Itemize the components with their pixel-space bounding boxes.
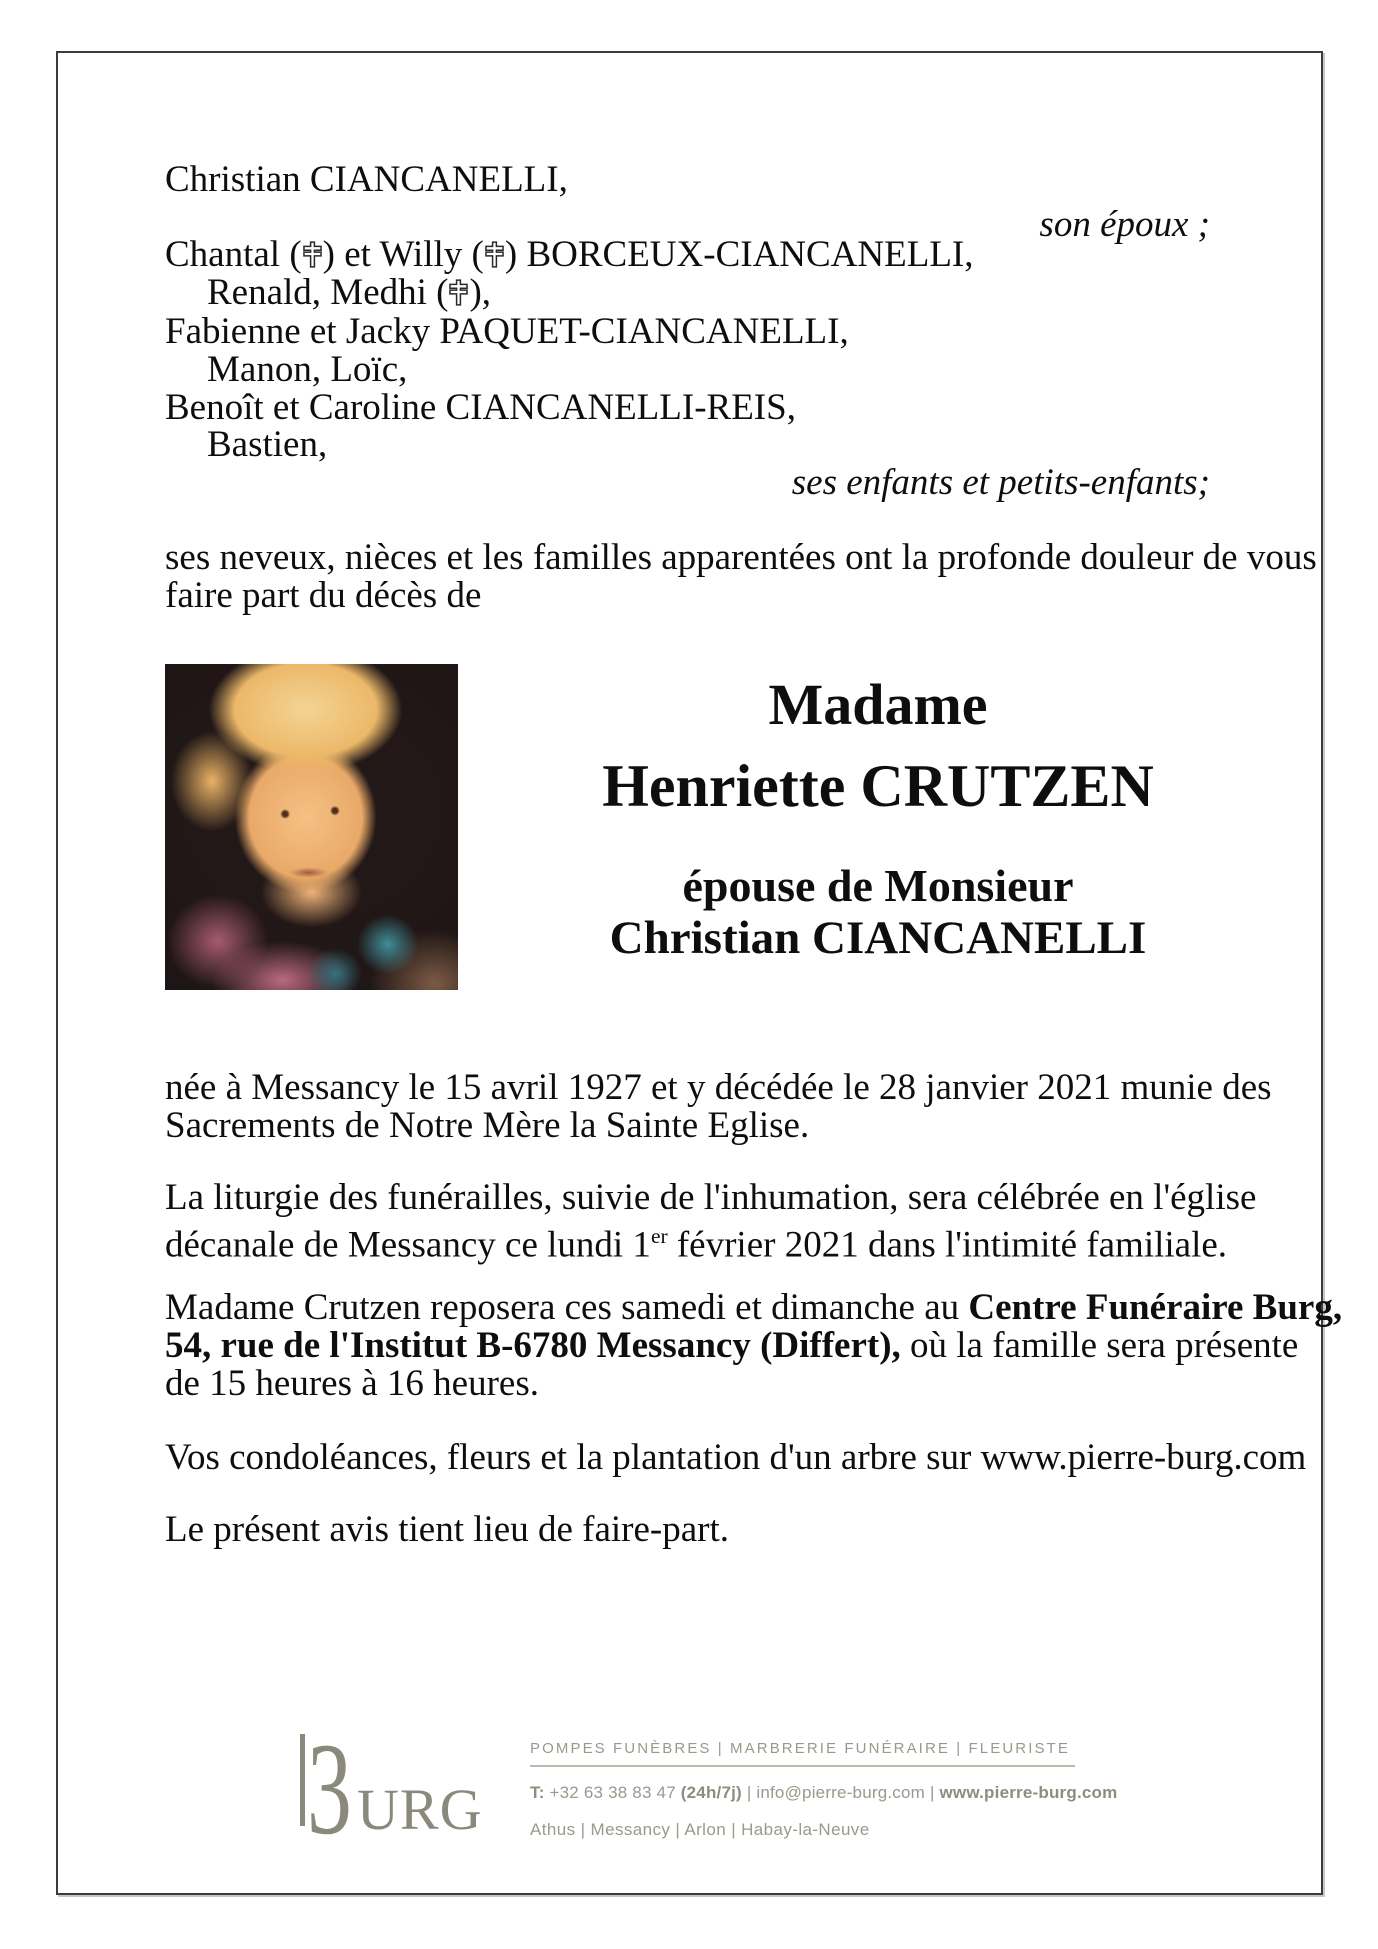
footer-divider — [530, 1765, 1075, 1767]
text-segment: Bastien, — [207, 424, 328, 465]
body-line — [165, 1287, 1343, 1328]
family-name-line — [165, 351, 1252, 389]
text-segment: Vos condoléances, fleurs et la plantation d'un arbre sur www.pierre-burg.com — [165, 1437, 1307, 1478]
body-line — [165, 1177, 1257, 1218]
deceased-title-block — [546, 664, 1210, 962]
family-name-line — [165, 313, 1210, 351]
birth-death-paragraph — [165, 1067, 1272, 1146]
text-segment: (24h/7j) — [680, 1783, 742, 1802]
intro-line — [165, 537, 1317, 578]
burg-logo-text: URG — [357, 1777, 483, 1842]
text-segment: ) et Willy ( — [322, 234, 484, 275]
footer-cities-line: Athus | Messancy | Arlon | Habay-la-Neuve — [530, 1820, 870, 1839]
family-name-line — [165, 426, 1252, 464]
intro-line — [165, 577, 1210, 615]
spouse-name: Christian CIANCANELLI — [609, 912, 1147, 964]
deceased-portrait-photo — [165, 664, 458, 990]
text-segment: +32 63 38 83 47 — [544, 1783, 681, 1802]
body-line — [165, 1325, 1299, 1366]
text-segment: Madame Crutzen reposera ces samedi et dimanche au — [165, 1287, 969, 1328]
text-segment: février 2021 dans l'intimité familiale. — [667, 1224, 1228, 1266]
intro-paragraph — [165, 537, 1317, 616]
text-segment: 54, rue de l'Institut B-6780 Messancy (Differt), — [165, 1325, 901, 1366]
burg-logo — [300, 1715, 490, 1862]
deceased-cross-icon — [449, 279, 468, 306]
text-segment: Manon, Loïc, — [207, 349, 408, 390]
deceased-cross-icon — [303, 241, 322, 268]
text-segment: décanale de Messancy ce lundi 1 — [165, 1224, 651, 1266]
text-segment: www.pierre-burg.com — [939, 1783, 1118, 1802]
family-name-line — [165, 161, 1210, 199]
spouse-prefix: épouse de Monsieur — [682, 860, 1074, 911]
text-segment: ses neveux, nièces et les familles apparentées ont la profonde douleur de vous — [165, 537, 1317, 578]
family-name-line — [165, 389, 1210, 427]
opening-family-names — [165, 161, 1210, 506]
burg-logo-stem — [300, 1734, 305, 1826]
text-segment: son époux ; — [1039, 204, 1210, 245]
text-segment: née à Messancy le 15 avril 1927 et y décédée le 28 janvier 2021 munie des — [165, 1067, 1272, 1108]
body-line — [165, 1107, 1225, 1145]
liturgy-paragraph — [165, 1177, 1257, 1266]
text-segment: Christian CIANCANELLI, — [165, 159, 568, 200]
text-segment: Fabienne et Jacky PAQUET-CIANCANELLI, — [165, 311, 849, 352]
text-segment: ses enfants et petits-enfants; — [791, 462, 1210, 503]
text-segment: T: — [530, 1783, 545, 1802]
footer-contact-line — [530, 1783, 1118, 1803]
body-line — [165, 1365, 1225, 1403]
body-line — [165, 1511, 1225, 1549]
text-segment: Sacrements de Notre Mère la Sainte Eglise. — [165, 1105, 810, 1146]
burg-logo-b-glyph: 3 — [307, 1715, 352, 1862]
condolences-paragraph — [165, 1437, 1307, 1478]
text-segment: | info@pierre-burg.com | — [741, 1783, 940, 1802]
body-line — [165, 1217, 1228, 1266]
family-name-line — [165, 274, 1252, 312]
text-segment: Le présent avis tient lieu de faire-part. — [165, 1509, 729, 1550]
text-segment: faire part du décès de — [165, 575, 482, 616]
text-segment: ) BORCEUX-CIANCANELLI, — [504, 234, 974, 275]
text-segment: de 15 heures à 16 heures. — [165, 1363, 539, 1404]
text-segment: La liturgie des funérailles, suivie de l'inhumation, sera célébrée en l'église — [165, 1177, 1257, 1218]
text-segment: Centre Funéraire Burg, — [968, 1287, 1343, 1328]
funeral-home-paragraph — [165, 1287, 1343, 1404]
deceased-cross-icon — [485, 241, 504, 268]
footer-services-line: POMPES FUNÈBRES | MARBRERIE FUNÉRAIRE | FLEURISTE — [530, 1740, 1070, 1757]
text-segment: où la famille sera présente — [900, 1325, 1299, 1366]
deceased-title: Madame — [768, 672, 988, 737]
notice-paragraph — [165, 1511, 1225, 1549]
text-segment: er — [650, 1224, 668, 1248]
deceased-name: Henriette CRUTZEN — [602, 753, 1154, 819]
relation-line — [165, 464, 1210, 502]
text-segment: Chantal ( — [165, 234, 302, 275]
body-line — [165, 1437, 1307, 1478]
text-segment: Renald, Medhi ( — [207, 272, 449, 313]
body-line — [165, 1067, 1272, 1108]
text-segment: Benoît et Caroline CIANCANELLI-REIS, — [165, 387, 796, 428]
family-name-line — [165, 236, 1210, 274]
text-segment: ), — [469, 272, 492, 313]
